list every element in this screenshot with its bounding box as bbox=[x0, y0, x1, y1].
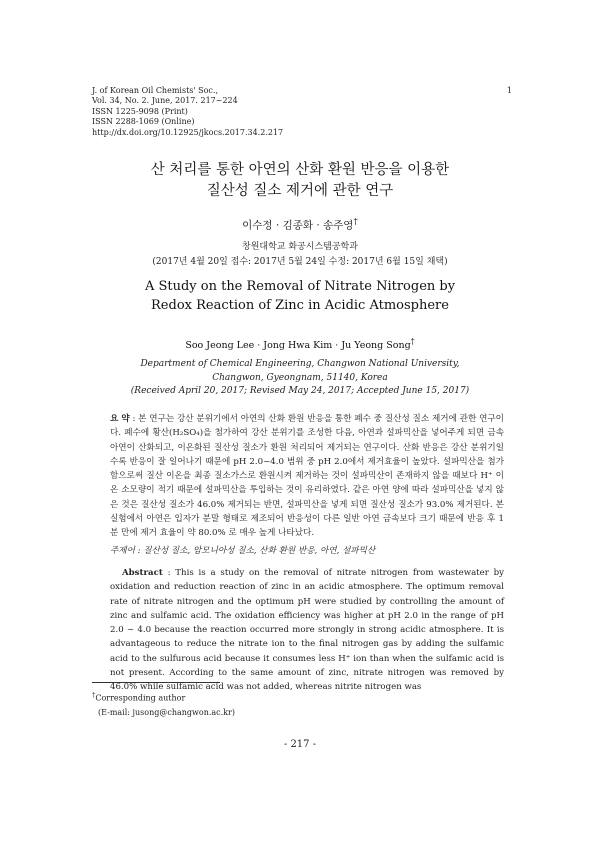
affiliation-english bbox=[0, 358, 600, 399]
footnote-divider bbox=[92, 682, 220, 683]
corresponding-mark: † bbox=[353, 217, 358, 227]
footnote-corresponding bbox=[92, 688, 235, 706]
abstract-english-paragraph bbox=[110, 566, 504, 695]
journal-meta bbox=[92, 86, 283, 138]
title-english-line-2: Redox Reaction of Zinc in Acidic Atmosphere bbox=[151, 298, 449, 313]
authors-english-names: Soo Jeong Lee · Jong Hwa Kim · Ju Yeong Song bbox=[185, 340, 411, 352]
authors-korean-names: 이수정 · 김종화 · 송주영 bbox=[242, 219, 354, 232]
abstract-english-label: Abstract bbox=[122, 568, 163, 578]
footnote bbox=[92, 688, 235, 720]
journal-citation: J. of Korean Oil Chemists' Soc., bbox=[92, 86, 218, 95]
abstract-english bbox=[110, 566, 504, 695]
title-korean bbox=[0, 160, 600, 202]
abstract-korean bbox=[110, 412, 504, 541]
title-english bbox=[0, 277, 600, 315]
footnote-mark: † bbox=[92, 691, 96, 699]
affiliation-english-dates: (Received April 20, 2017; Revised May 24, 2017; Accepted June 15, 2017) bbox=[130, 386, 470, 396]
issn-print: ISSN 1225-9098 (Print) bbox=[92, 106, 188, 116]
authors-english bbox=[0, 337, 600, 351]
title-korean-line-2: 질산성 질소 제거에 관한 연구 bbox=[206, 183, 394, 199]
affiliation-korean bbox=[0, 240, 600, 270]
affiliation-english-location: Changwon, Gyeongnam, 51140, Korea bbox=[212, 372, 388, 383]
authors-korean bbox=[0, 217, 600, 233]
page-corner-number: 1 bbox=[506, 86, 512, 95]
abstract-korean-label: 요 약 bbox=[110, 414, 130, 424]
affiliation-korean-dept: 창원대학교 화공시스템공학과 bbox=[242, 242, 358, 252]
footnote-corresponding-text: Corresponding author bbox=[95, 693, 186, 703]
title-korean-line-1: 산 처리를 통한 아연의 산화 환원 반응을 이용한 bbox=[150, 162, 450, 178]
affiliation-korean-dates: (2017년 4월 20일 접수: 2017년 5월 24일 수정: 2017년 6월 15일 채택) bbox=[152, 257, 448, 267]
corresponding-mark-en: † bbox=[410, 337, 415, 346]
page-number: - 217 - bbox=[283, 739, 317, 750]
journal-volume: Vol. 34, No. 2. June, 2017. 217~224 bbox=[92, 96, 238, 106]
abstract-korean-paragraph bbox=[110, 412, 504, 541]
title-english-line-1: A Study on the Removal of Nitrate Nitrogen by bbox=[144, 279, 456, 294]
issn-online: ISSN 2288-1069 (Online) bbox=[92, 117, 195, 127]
abstract-english-text: : This is a study on the removal of nitrate nitrogen from wastewater by oxidation and reduction reaction of zinc in an acidic atmosphere. The optimum removal rate of nitrate nitrogen and the optimum pH were studied by controlling the amount of zinc and sulfamic acid. The oxidation efficiency was higher at pH 2.0 in the range of pH 2.0 ~ 4.0 because the reaction occurred more strongly in strong acidic atmosphere. It is advantageous to reduce the nitrate ion to the final nitrogen gas by adding the sulfamic acid to the sulfurous acid because it consumes less H⁺ ion than when the sulfamic acid is not present. According to the same amount of zinc, nitrate nitrogen was removed by 46.0% while sulfamic acid was not added, whereas nitrite nitrogen was bbox=[110, 568, 504, 693]
affiliation-english-dept: Department of Chemical Engineering, Changwon National University, bbox=[140, 359, 460, 369]
footnote-email[interactable]: (E-mail: jusong@changwon.ac.kr) bbox=[98, 707, 235, 717]
doi-link[interactable]: http://dx.doi.org/10.12925/jkocs.2017.34.2.217 bbox=[92, 127, 284, 137]
keywords-korean: 주제어 : 질산성 질소, 암모니아성 질소, 산화 환원 반응, 아연, 설파믹산 bbox=[110, 546, 376, 556]
abstract-korean-text: : 본 연구는 강산 분위기에서 아연의 산화 환원 반응을 통한 폐수 중 질산성 질소 제거에 관한 연구이다. 폐수에 황산(H₂SO₄)을 첨가하여 강산 분위기를 조성한 다음, 아연과 설파믹산을 넣어주게 되면 금속 아연이 산화되고, 이온화된 질산성 질소가 환원 처리되어 제거되는 연구이다. 산화 반응은 강산 분위기일수록 반응이 잘 일어나기 때문에 pH 2.0~4.0 범위 중 pH 2.0에서 제거효율이 높았다. 설파믹산을 첨가함으로써 질산 이온을 최종 질소가스로 환원시켜 제거하는 것이 설파믹산이 존재하지 않을 때보다 H⁺ 이온 소모량이 적기 때문에 설파믹산을 투입하는 것이 유리하였다. 같은 아연 양에 따라 설파믹산을 넣지 않은 것은 질산성 질소가 46.0% 제거되는 반면, 설파믹산을 넣게 되면 질산성 질소가 93.0% 제거된다. 본 실험에서 아연은 입자가 분말 형태로 제조되어 반응성이 다른 일반 아연 금속보다 크기 때문에 반응 후 1분 만에 제거 효율이 약 80.0% 로 매우 높게 나타났다. bbox=[110, 414, 504, 539]
